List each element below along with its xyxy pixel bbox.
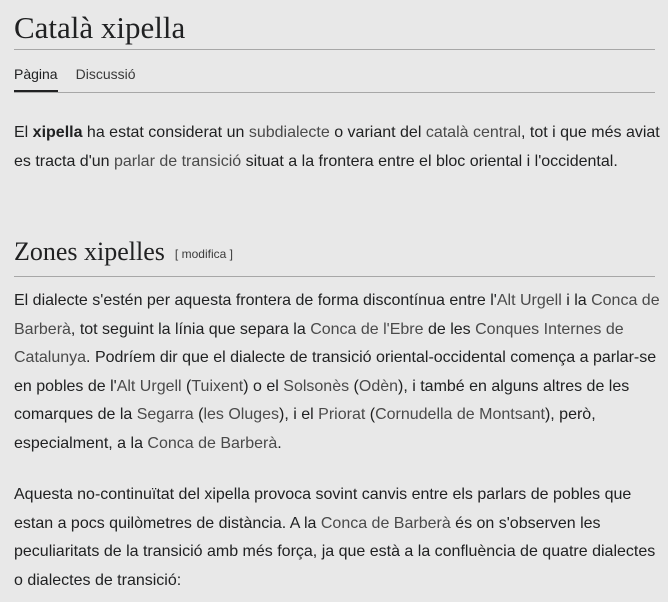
link-solsones[interactable]: Solsonès bbox=[283, 377, 350, 395]
text: El dialecte s'estén per aquesta frontera de forma discontínua entre l' bbox=[14, 292, 497, 309]
page-title: Català xipella bbox=[14, 0, 655, 50]
link-alt-urgell[interactable]: Alt Urgell bbox=[496, 292, 562, 309]
text: o variant del bbox=[329, 124, 426, 141]
text: és on s'observen les peculiaritats de la transició amb més força, ja que està a la confluència de quatre dialectes o dialectes de transició: bbox=[14, 514, 656, 589]
link-catala-central[interactable]: català central bbox=[425, 124, 521, 141]
section-title: Zones xipelles bbox=[14, 237, 165, 266]
text: ), però, especialment, a la bbox=[14, 406, 596, 452]
text: . bbox=[277, 434, 282, 452]
text: . Podríem dir que el dialecte de transició oriental-occidental comença a parlar-se en pobles de l' bbox=[14, 349, 657, 395]
text: Aquesta no-continuïtat del xipella provoca sovint canvis entre els parlars de pobles que estan a pocs quilòmetres de distància. A la bbox=[14, 486, 632, 532]
edit-bracket-close: ] bbox=[226, 247, 233, 262]
text: situat a la frontera entre el bloc oriental i l'occidental. bbox=[241, 152, 618, 170]
intro-paragraph bbox=[14, 119, 660, 176]
link-conca-de-barbera-2[interactable]: Conca de Barberà bbox=[147, 434, 278, 452]
link-conca-de-barbera-3[interactable]: Conca de Barberà bbox=[320, 514, 451, 532]
link-oden[interactable]: Odèn bbox=[358, 377, 399, 395]
text: ( bbox=[349, 377, 359, 395]
text: ha estat considerat un bbox=[82, 124, 249, 141]
text: ) o el bbox=[243, 377, 284, 395]
link-alt-urgell-2[interactable]: Alt Urgell bbox=[116, 377, 182, 395]
text: , tot i que més aviat es tracta d'un bbox=[14, 124, 660, 170]
article-page bbox=[14, 0, 660, 589]
link-conca-de-lebre[interactable]: Conca de l'Ebre bbox=[310, 320, 424, 338]
link-tuixent[interactable]: Tuixent bbox=[191, 377, 244, 395]
continuity-paragraph bbox=[14, 481, 660, 595]
link-segarra[interactable]: Segarra bbox=[136, 406, 194, 423]
zones-paragraph bbox=[14, 287, 660, 458]
edit-section bbox=[175, 247, 233, 261]
text: i la bbox=[561, 292, 592, 309]
page-tabs bbox=[14, 50, 655, 93]
text: El bbox=[14, 124, 33, 141]
text: ( bbox=[181, 377, 192, 395]
link-priorat[interactable]: Priorat bbox=[318, 406, 366, 423]
text: ( bbox=[365, 406, 376, 423]
link-les-oluges[interactable]: les Oluges bbox=[203, 406, 280, 423]
bold-term: xipella bbox=[32, 124, 83, 141]
link-parlar-de-transicio[interactable]: parlar de transició bbox=[114, 152, 242, 170]
text: , tot seguint la línia que separa la bbox=[70, 320, 311, 338]
tab-page[interactable]: Pàgina bbox=[14, 50, 58, 92]
link-conques-internes[interactable]: Conques Internes de Catalunya bbox=[14, 320, 624, 366]
text: ( bbox=[193, 406, 204, 423]
edit-section-link[interactable]: modifica bbox=[181, 247, 227, 262]
text: ), i també en alguns altres de les comarques de la bbox=[14, 377, 630, 423]
edit-bracket-open: [ bbox=[174, 247, 182, 262]
section-heading bbox=[14, 233, 655, 277]
text: de les bbox=[423, 320, 476, 338]
link-cornudella[interactable]: Cornudella de Montsant bbox=[375, 406, 545, 423]
link-conca-de-barbera[interactable]: Conca de Barberà bbox=[14, 292, 660, 338]
tab-discussion[interactable]: Discussió bbox=[75, 66, 136, 82]
text: ), i el bbox=[279, 406, 319, 423]
link-subdialecte[interactable]: subdialecte bbox=[248, 124, 330, 141]
